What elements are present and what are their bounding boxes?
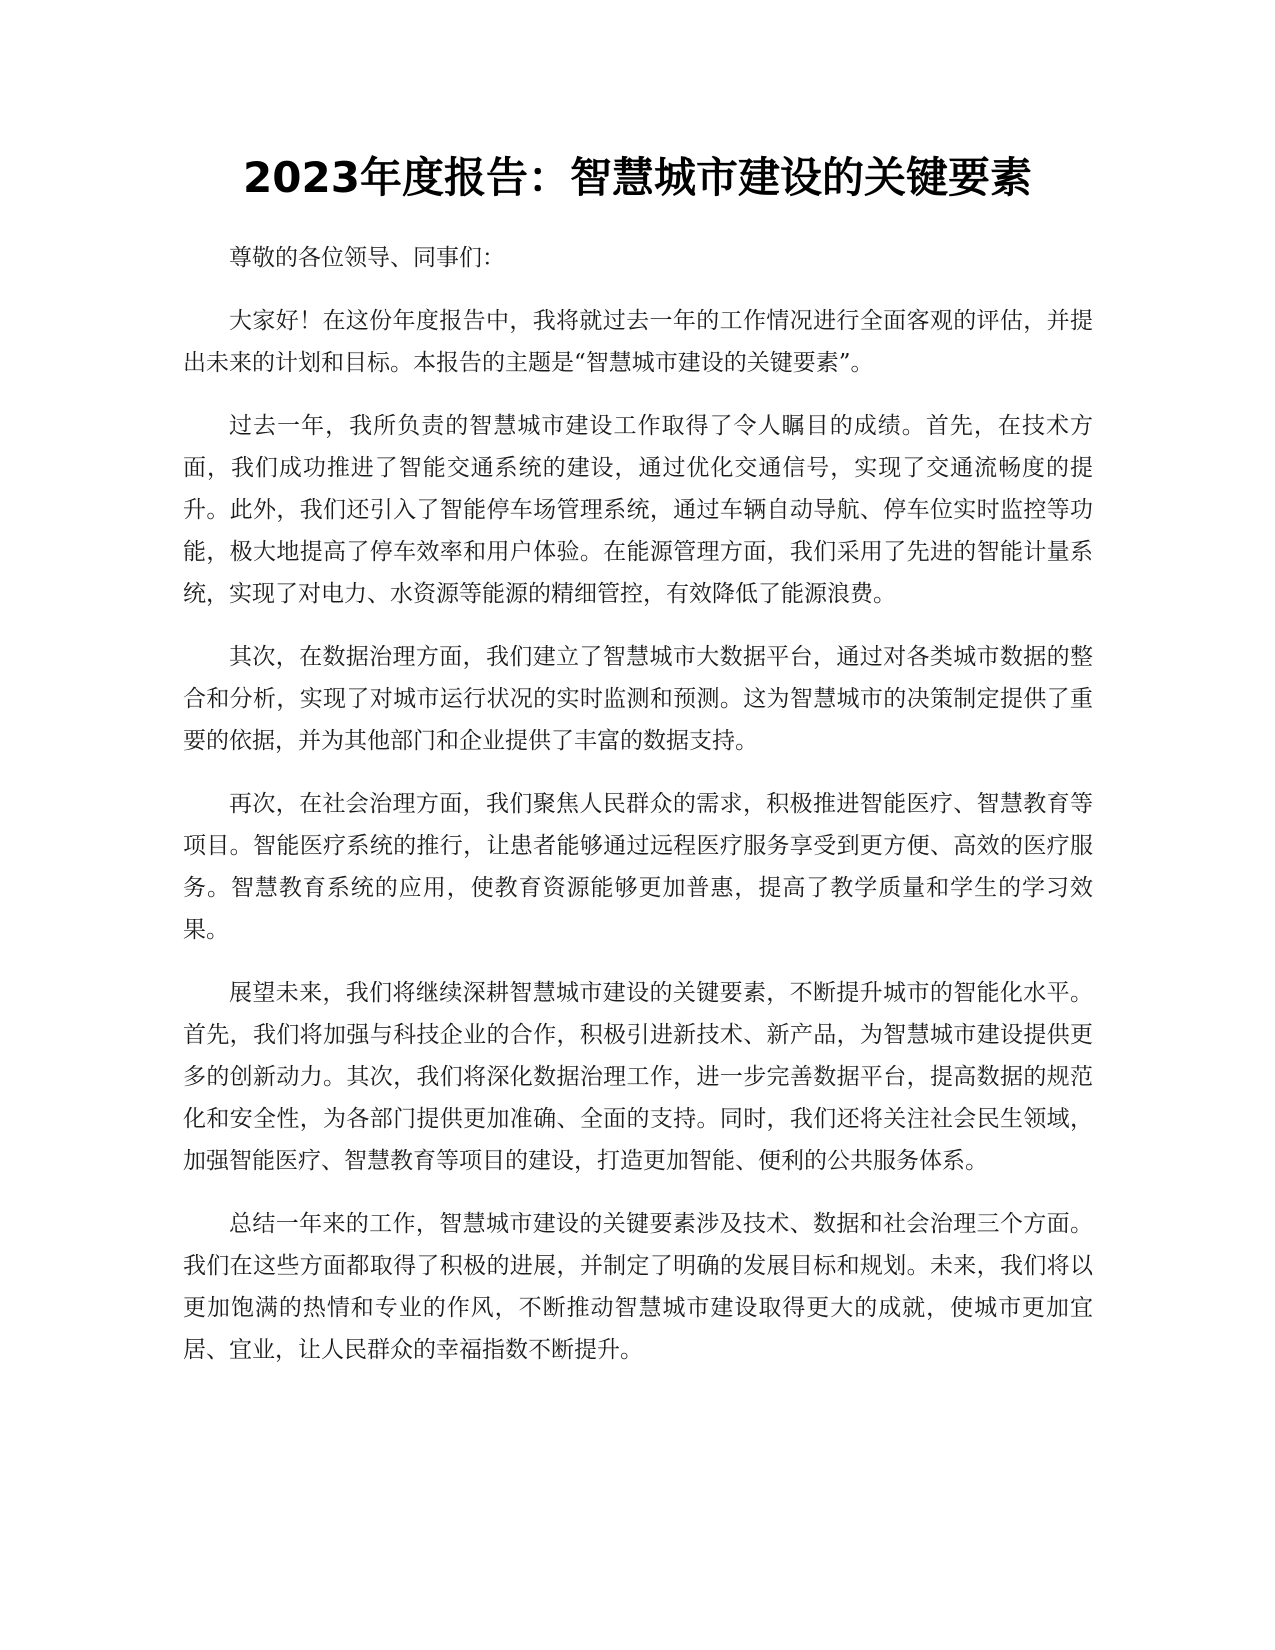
intro-paragraph: 大家好！在这份年度报告中，我将就过去一年的工作情况进行全面客观的评估，并提出未来的计划和目标。本报告的主题是“智慧城市建设的关键要素”。 <box>183 308 1093 376</box>
summary-paragraph: 总结一年来的工作，智慧城市建设的关键要素涉及技术、数据和社会治理三个方面。我们在这些方面都取得了积极的进展，并制定了明确的发展目标和规划。未来，我们将以更加饱满的热情和专业的作风，不断推动智慧城市建设取得更大的成就，使城市更加宜居、宜业，让人民群众的幸福指数不断提升。 <box>183 1211 1093 1363</box>
outlook-paragraph: 展望未来，我们将继续深耕智慧城市建设的关键要素，不断提升城市的智能化水平。首先，我们将加强与科技企业的合作，积极引进新技术、新产品，为智慧城市建设提供更多的创新动力。其次，我们将深化数据治理工作，进一步完善数据平台，提高数据的规范化和安全性，为各部门提供更加准确、全面的支持。同时，我们还将关注社会民生领域，加强智能医疗、智慧教育等项目的建设，打造更加智能、便利的公共服务体系。 <box>183 980 1093 1174</box>
document-title: 2023年度报告：智慧城市建设的关键要素 <box>243 153 1032 202</box>
document-body <box>183 237 1093 1392</box>
technology-paragraph: 过去一年，我所负责的智慧城市建设工作取得了令人瞩目的成绩。首先，在技术方面，我们成功推进了智能交通系统的建设，通过优化交通信号，实现了交通流畅度的提升。此外，我们还引入了智能停车场管理系统，通过车辆自动导航、停车位实时监控等功能，极大地提高了停车效率和用户体验。在能源管理方面，我们采用了先进的智能计量系统，实现了对电力、水资源等能源的精细管控，有效降低了能源浪费。 <box>183 413 1093 607</box>
salutation-paragraph: 尊敬的各位领导、同事们： <box>229 245 505 271</box>
data-governance-paragraph: 其次，在数据治理方面，我们建立了智慧城市大数据平台，通过对各类城市数据的整合和分析，实现了对城市运行状况的实时监测和预测。这为智慧城市的决策制定提供了重要的依据，并为其他部门和企业提供了丰富的数据支持。 <box>183 644 1093 754</box>
social-governance-paragraph: 再次，在社会治理方面，我们聚焦人民群众的需求，积极推进智能医疗、智慧教育等项目。智能医疗系统的推行，让患者能够通过远程医疗服务享受到更方便、高效的医疗服务。智慧教育系统的应用，使教育资源能够更加普惠，提高了教学质量和学生的学习效果。 <box>183 791 1093 943</box>
